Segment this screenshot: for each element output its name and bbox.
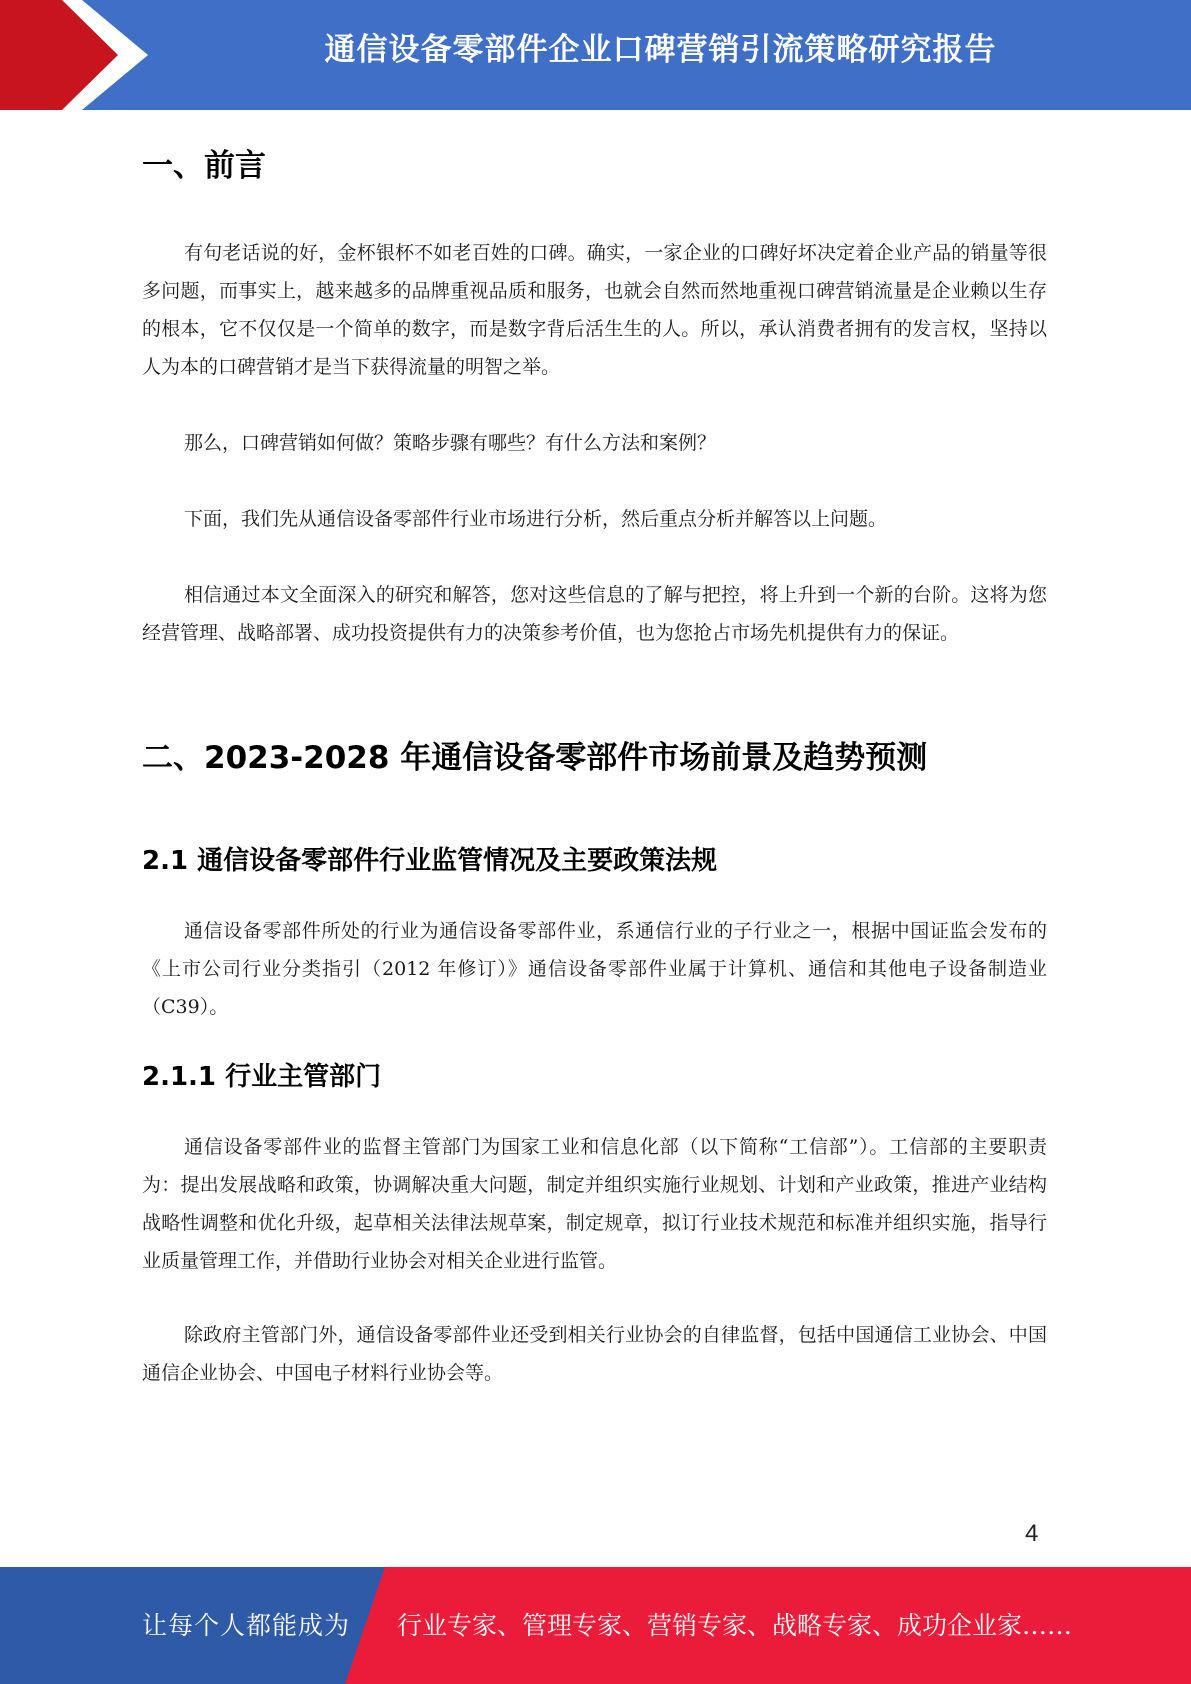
- paragraph: 下面，我们先从通信设备零部件行业市场进行分析，然后重点分析并解答以上问题。: [184, 508, 888, 530]
- footer-slogan-right: 行业专家、管理专家、营销专家、战略专家、成功企业家……: [397, 1611, 1073, 1640]
- paragraph: 通信设备零部件业的监督主管部门为国家工业和信息化部（以下简称“工信部”）。工信部的主要职责为：提出发展战略和政策，协调解决重大问题，制定并组织实施行业规划、计划和产业政策，推进产业结构战略性调整和优化升级，起草相关法律法规草案，制定规章，拟订行业技术规范和标准并组织实施，指导行业质量管理工作，并借助行业协会对相关企业进行监管。: [142, 1136, 1047, 1272]
- page-footer: [0, 1567, 1191, 1684]
- subsection-heading-2-1-1: 2.1.1 行业主管部门: [142, 1062, 382, 1092]
- page-number: 4: [1025, 1520, 1039, 1547]
- paragraph: 那么，口碑营销如何做？策略步骤有哪些？有什么方法和案例？: [184, 432, 717, 454]
- paragraph: 有句老话说的好，金杯银杯不如老百姓的口碑。确实，一家企业的口碑好坏决定着企业产品的销量等很多问题，而事实上，越来越多的品牌重视品质和服务，也就会自然而然地重视口碑营销流量是企业赖以生存的根本，它不仅仅是一个简单的数字，而是数字背后活生生的人。所以，承认消费者拥有的发言权，坚持以人为本的口碑营销才是当下获得流量的明智之举。: [142, 242, 1047, 378]
- section-heading-market-forecast: 二、2023-2028 年通信设备零部件市场前景及趋势预测: [142, 740, 928, 776]
- header-arrow-decoration: [0, 0, 160, 110]
- report-title: 通信设备零部件企业口碑营销引流策略研究报告: [324, 32, 997, 68]
- subsection-heading-2-1: 2.1 通信设备零部件行业监管情况及主要政策法规: [142, 846, 718, 876]
- page-header: [0, 0, 1191, 110]
- section-heading-preface: 一、前言: [142, 148, 266, 184]
- paragraph: 相信通过本文全面深入的研究和解答，您对这些信息的了解与把控，将上升到一个新的台阶。这将为您经营管理、战略部署、成功投资提供有力的决策参考价值，也为您抢占市场先机提供有力的保证。: [142, 584, 1047, 644]
- paragraph: 通信设备零部件所处的行业为通信设备零部件业，系通信行业的子行业之一，根据中国证监会发布的《上市公司行业分类指引（2012 年修订）》通信设备零部件业属于计算机、通信和其他电子设备制造业（C39）。: [142, 920, 1047, 1018]
- footer-slogan-left: 让每个人都能成为: [142, 1611, 351, 1640]
- paragraph: 除政府主管部门外，通信设备零部件业还受到相关行业协会的自律监督，包括中国通信工业协会、中国通信企业协会、中国电子材料行业协会等。: [142, 1324, 1047, 1384]
